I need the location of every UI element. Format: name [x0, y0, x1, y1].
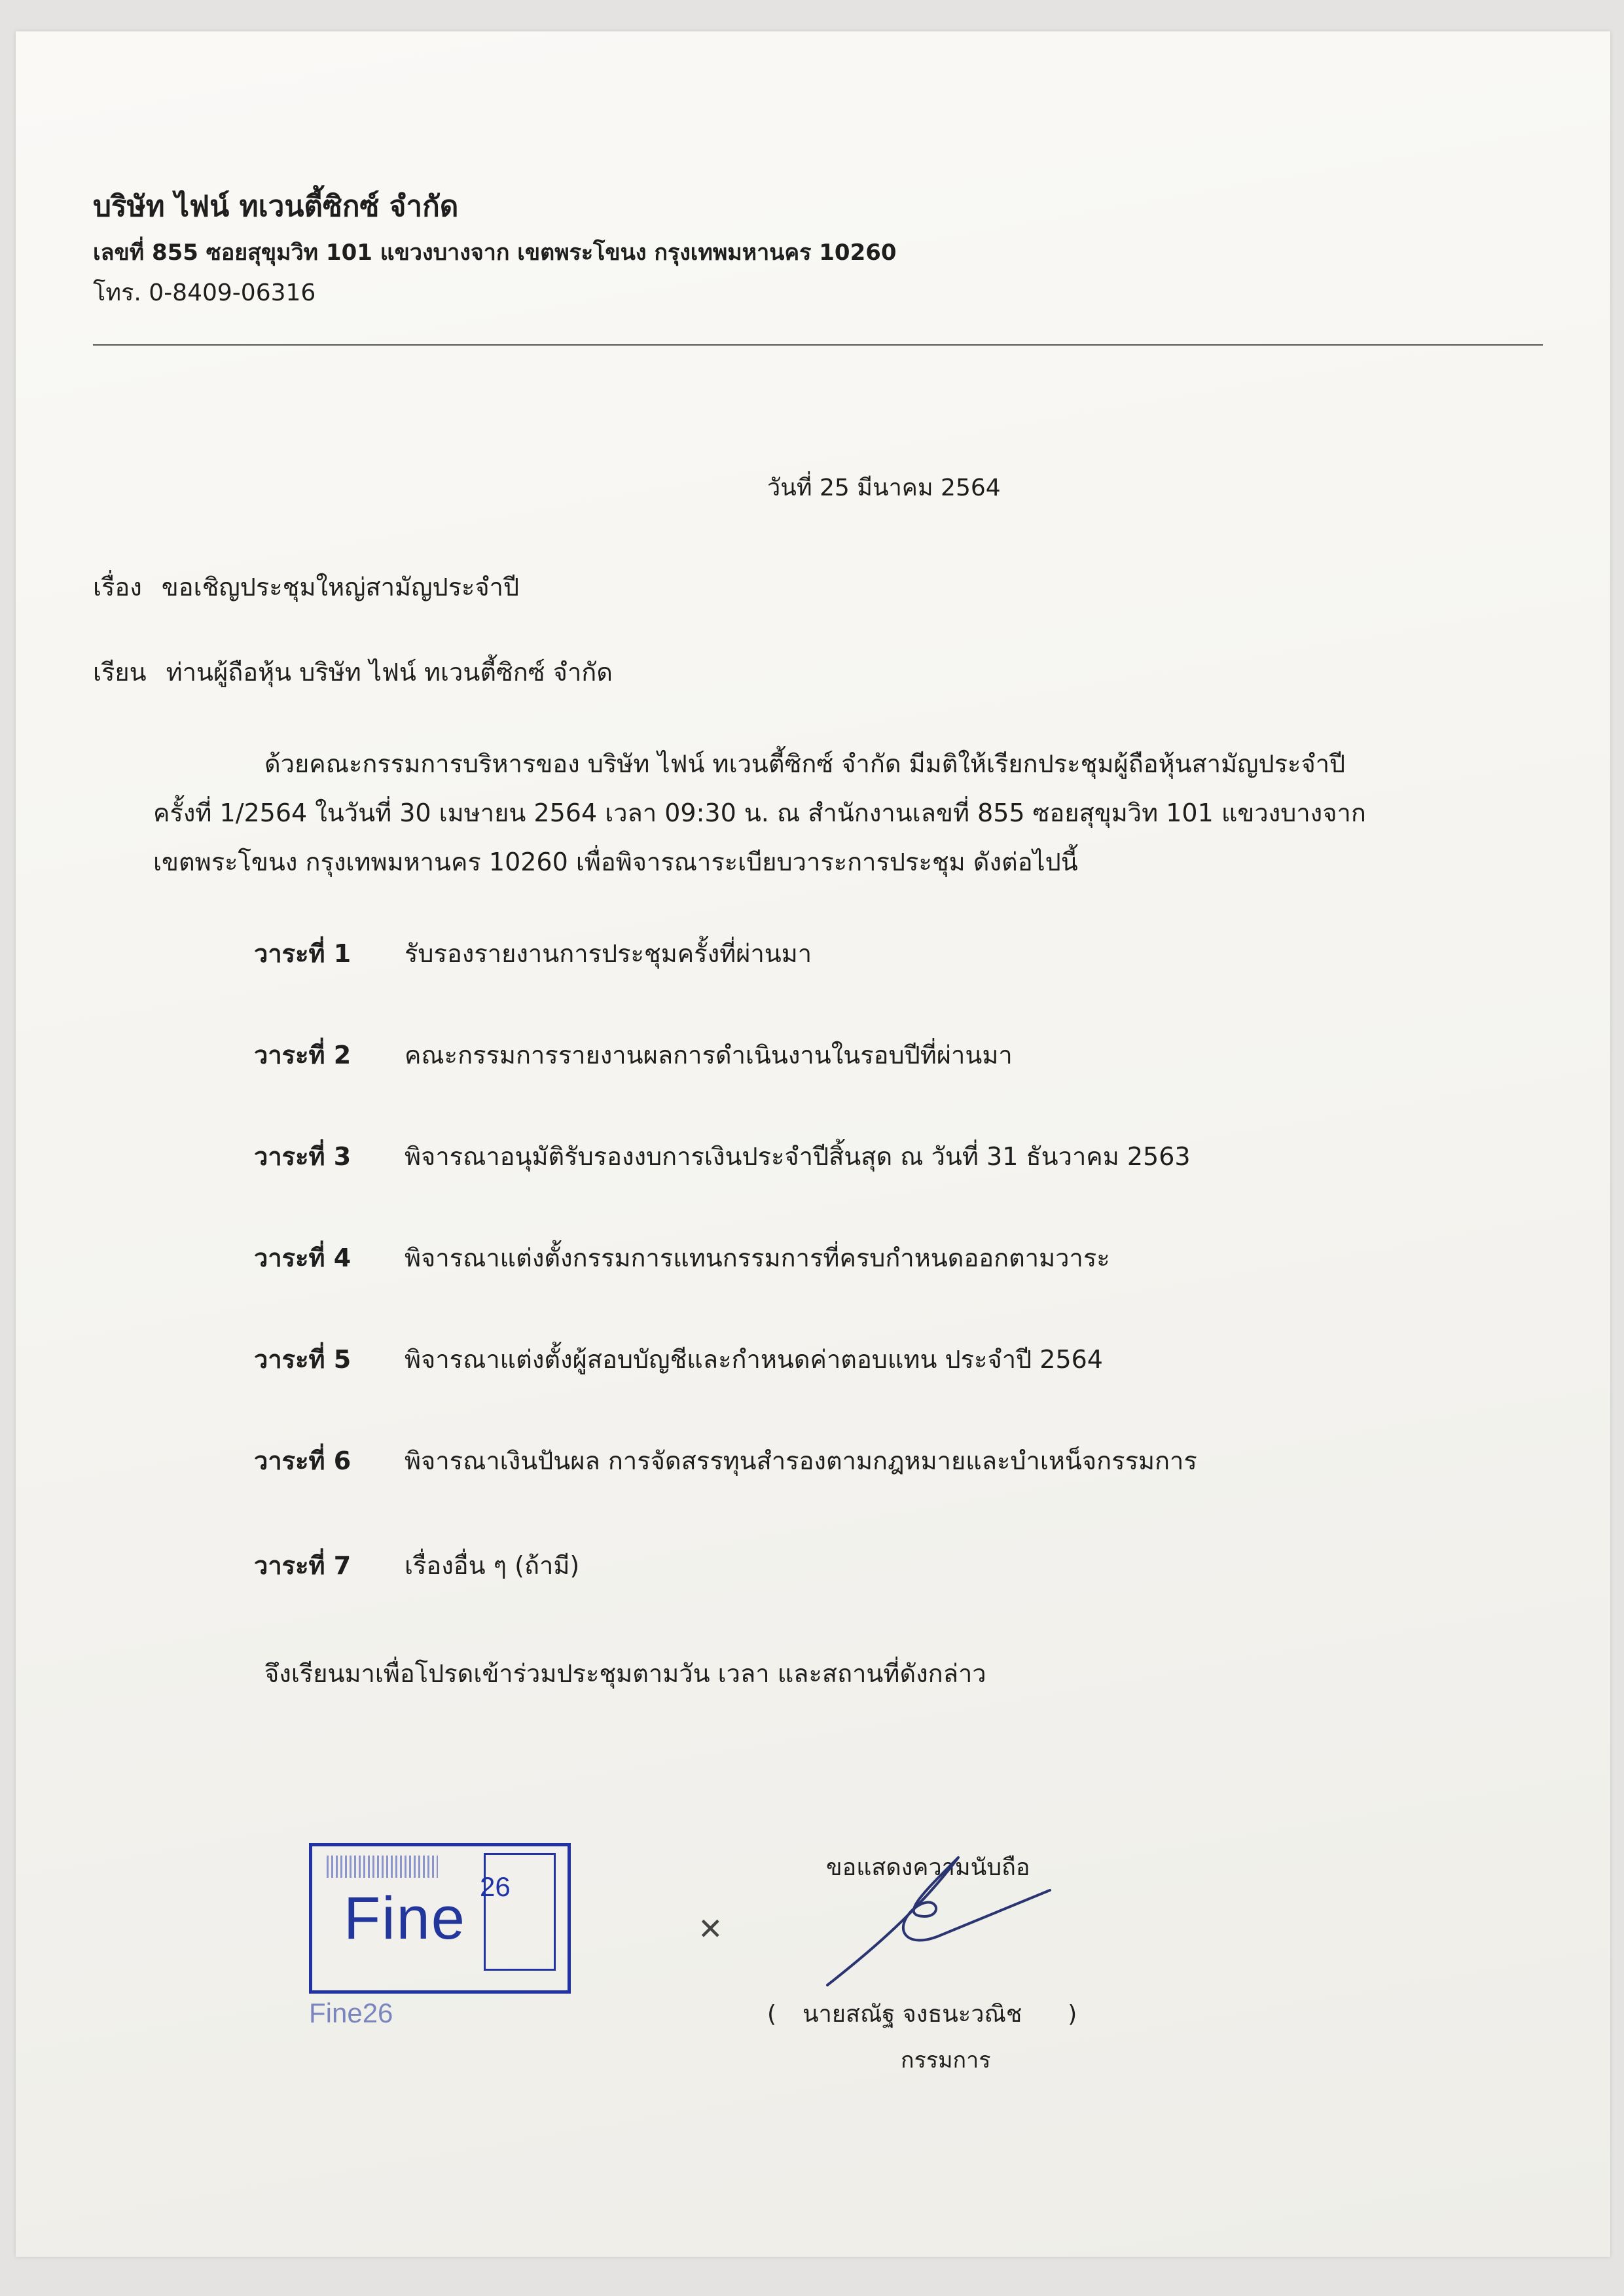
agenda-number: วาระที่ 6: [254, 1446, 352, 1475]
agenda-number: วาระที่ 7: [254, 1551, 352, 1580]
recipient-line: [93, 652, 613, 692]
header-divider: [93, 344, 1543, 346]
signatory-name: นายสณัฐ จงธนะวณิช: [803, 2001, 1022, 2028]
agenda-item: [254, 1238, 1110, 1278]
stamp-number: 26: [480, 1871, 511, 1902]
letter-page: [16, 31, 1610, 2257]
company-stamp: [309, 1843, 571, 1994]
agenda-text: พิจารณาแต่งตั้งผู้สอบบัญชีและกำหนดค่าตอบแทน ประจำปี 2564: [405, 1345, 1103, 1374]
agenda-text: รับรองรายงานการประชุมครั้งที่ผ่านมา: [405, 939, 812, 968]
stamp-inner-box: [484, 1853, 556, 1971]
agenda-number: วาระที่ 2: [254, 1041, 352, 1069]
company-name: บริษัท ไฟน์ ทเวนตี้ซิกซ์ จำกัด: [93, 190, 459, 223]
handwritten-signature: [821, 1838, 1070, 1995]
stamp-caption: Fine26: [309, 1998, 393, 2028]
agenda-item: [254, 1339, 1103, 1379]
agenda-number: วาระที่ 1: [254, 939, 352, 968]
agenda-item: [254, 1441, 1197, 1480]
body-paragraph-line: เขตพระโขนง กรุงเทพมหานคร 10260 เพื่อพิจารณาระเบียบวาระการประชุม ดังต่อไปนี้: [153, 848, 1078, 876]
cross-mark: ✕: [698, 1911, 723, 1946]
subject-line: [93, 567, 519, 607]
agenda-number: วาระที่ 3: [254, 1142, 352, 1171]
stamp-logo-text: Fine: [344, 1885, 466, 1952]
letter-date: วันที่ 25 มีนาคม 2564: [767, 475, 1001, 501]
recipient-label: เรียน: [93, 658, 147, 687]
open-paren: (: [767, 2001, 777, 2028]
recipient-text: ท่านผู้ถือหุ้น บริษัท ไฟน์ ทเวนตี้ซิกซ์ จำกัด: [166, 658, 613, 687]
close-paren: ): [1068, 2001, 1077, 2028]
body-paragraph-line: ด้วยคณะกรรมการบริหารของ บริษัท ไฟน์ ทเวนตี้ซิกซ์ จำกัด มีมติให้เรียกประชุมผู้ถือหุ้นสามัญประจำปี: [264, 749, 1346, 778]
agenda-item: [254, 1035, 1013, 1075]
subject-text: ขอเชิญประชุมใหญ่สามัญประจำปี: [161, 573, 520, 601]
closing-sentence: จึงเรียนมาเพื่อโปรดเข้าร่วมประชุมตามวัน เวลา และสถานที่ดังกล่าว: [264, 1659, 986, 1688]
agenda-number: วาระที่ 4: [254, 1244, 352, 1272]
agenda-text: เรื่องอื่น ๆ (ถ้ามี): [405, 1551, 580, 1580]
subject-label: เรื่อง: [93, 573, 142, 601]
agenda-item: [254, 1136, 1191, 1176]
closing-regards: ขอแสดงความนับถือ: [826, 1854, 1030, 1881]
signatory-name-line: [767, 1995, 1077, 2032]
agenda-text: พิจารณาอนุมัติรับรองงบการเงินประจำปีสิ้นสุด ณ วันที่ 31 ธันวาคม 2563: [405, 1142, 1191, 1171]
agenda-text: พิจารณาแต่งตั้งกรรมการแทนกรรมการที่ครบกำหนดออกตามวาระ: [405, 1244, 1110, 1272]
company-address: เลขที่ 855 ซอยสุขุมวิท 101 แขวงบางจาก เขตพระโขนง กรุงเทพมหานคร 10260: [93, 240, 897, 266]
agenda-item: [254, 933, 812, 973]
agenda-number: วาระที่ 5: [254, 1345, 352, 1374]
body-paragraph-line: ครั้งที่ 1/2564 ในวันที่ 30 เมษายน 2564 เวลา 09:30 น. ณ สำนักงานเลขที่ 855 ซอยสุขุมวิท 101 แขวงบางจาก: [153, 798, 1366, 827]
agenda-item: [254, 1545, 579, 1585]
agenda-text: คณะกรรมการรายงานผลการดำเนินงานในรอบปีที่ผ่านมา: [405, 1041, 1013, 1069]
agenda-text: พิจารณาเงินปันผล การจัดสรรทุนสำรองตามกฎหมายและบำเหน็จกรรมการ: [405, 1446, 1197, 1475]
stamp-texture: [327, 1856, 438, 1878]
company-phone: โทร. 0-8409-06316: [93, 279, 316, 306]
signatory-title: กรรมการ: [901, 2047, 991, 2073]
